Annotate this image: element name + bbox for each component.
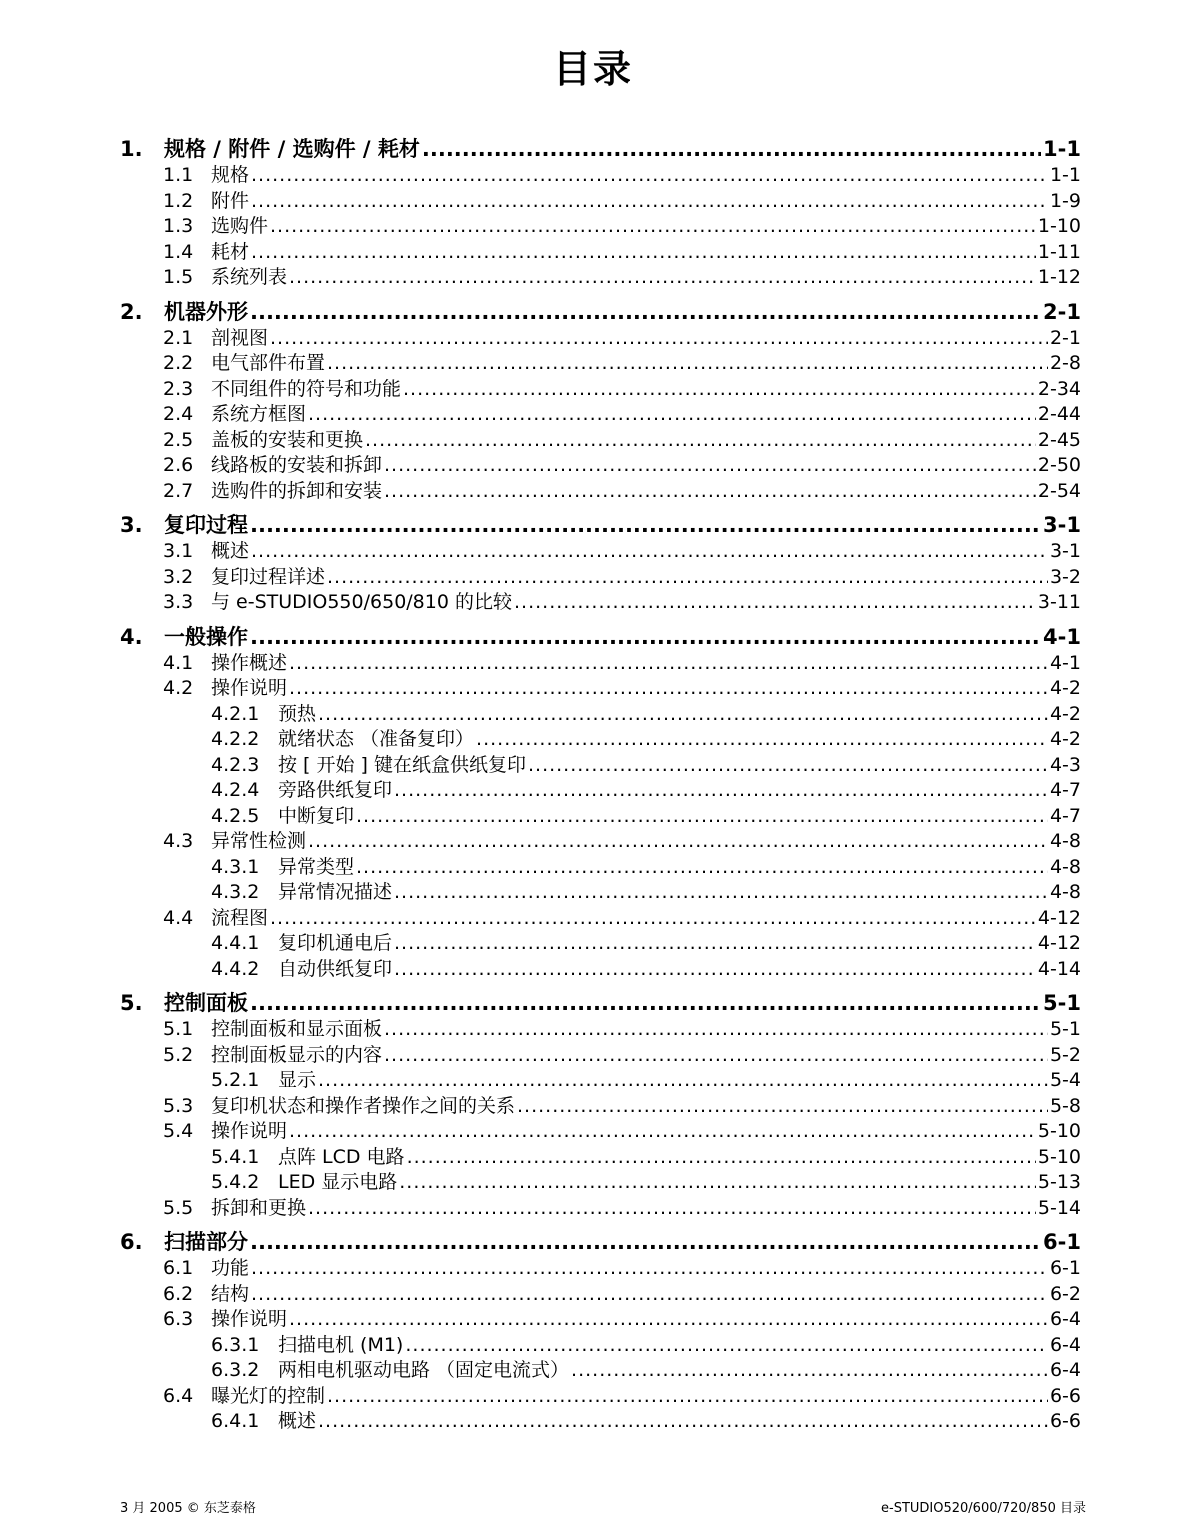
toc-number: 5. bbox=[120, 991, 143, 1015]
dot-leader bbox=[394, 957, 1036, 983]
dot-leader bbox=[405, 1333, 1048, 1359]
toc-number: 2.1 bbox=[163, 326, 194, 349]
toc-label: 选购件 bbox=[211, 215, 269, 237]
toc-subsection-row[interactable] bbox=[120, 1145, 1081, 1171]
toc-subsection-row[interactable] bbox=[120, 727, 1081, 753]
toc-label: 预热 bbox=[278, 702, 317, 725]
toc-label: 显示 bbox=[278, 1069, 317, 1091]
toc-label: 不同组件的符号和功能 bbox=[211, 377, 402, 400]
toc-section-row[interactable] bbox=[120, 453, 1081, 479]
toc-number: 2.7 bbox=[163, 479, 194, 502]
dot-leader bbox=[289, 1119, 1036, 1145]
toc-page-number: 6-2 bbox=[1049, 1282, 1081, 1305]
toc-label: 点阵 LCD 电路 bbox=[278, 1145, 405, 1168]
toc-label: LED 显示电路 bbox=[278, 1171, 398, 1193]
toc-label: 拆卸和更换 bbox=[211, 1196, 307, 1219]
dot-leader bbox=[270, 326, 1048, 352]
toc-page-number: 1-9 bbox=[1049, 189, 1081, 212]
toc-section-row[interactable] bbox=[120, 565, 1081, 591]
page-title: 目录 bbox=[552, 47, 633, 91]
dot-leader bbox=[270, 906, 1036, 932]
toc-label: 两相电机驱动电路 （固定电流式） bbox=[278, 1359, 570, 1381]
dot-leader bbox=[394, 880, 1048, 906]
dot-leader bbox=[399, 1170, 1036, 1196]
toc-number: 2.3 bbox=[163, 377, 194, 400]
toc-label: 系统列表 bbox=[211, 266, 288, 288]
toc-page-number: 1-12 bbox=[1037, 266, 1081, 288]
toc-page-number: 6-6 bbox=[1049, 1410, 1081, 1432]
toc-page-number: 5-13 bbox=[1037, 1171, 1081, 1193]
toc-label: 中断复印 bbox=[278, 804, 355, 827]
toc-page-number: 5-1 bbox=[1049, 1018, 1081, 1040]
dot-leader bbox=[308, 1196, 1036, 1222]
toc-page-number: 5-10 bbox=[1037, 1145, 1081, 1168]
dot-leader bbox=[528, 753, 1048, 779]
dot-leader bbox=[289, 265, 1036, 291]
toc-number: 6.3.1 bbox=[211, 1333, 260, 1356]
toc-page-number: 2-45 bbox=[1037, 428, 1081, 451]
toc-label: 功能 bbox=[211, 1257, 250, 1279]
toc-number: 2.4 bbox=[163, 403, 194, 425]
toc-number: 5.3 bbox=[163, 1094, 194, 1117]
toc-number: 5.5 bbox=[163, 1196, 194, 1219]
toc-page-number: 6-1 bbox=[1043, 1230, 1081, 1254]
toc-page-number: 4-1 bbox=[1049, 651, 1081, 674]
dot-leader bbox=[270, 214, 1036, 240]
toc-number: 5.1 bbox=[163, 1018, 194, 1040]
toc-label: 选购件的拆卸和安装 bbox=[211, 479, 383, 502]
toc-label: 操作概述 bbox=[211, 651, 288, 674]
dot-leader bbox=[251, 163, 1048, 189]
toc-section-row[interactable] bbox=[120, 1043, 1081, 1069]
toc-page-number: 6-6 bbox=[1049, 1384, 1081, 1407]
toc-section-row[interactable] bbox=[120, 651, 1081, 677]
toc-page-number: 4-12 bbox=[1037, 932, 1081, 954]
dot-leader bbox=[318, 702, 1048, 728]
toc-section-row[interactable] bbox=[120, 1017, 1081, 1043]
dot-leader bbox=[571, 1358, 1048, 1384]
toc-page-number: 3-1 bbox=[1043, 513, 1081, 537]
footer-document-title: e-STUDIO520/600/720/850 目录 bbox=[881, 1501, 1086, 1516]
toc-number: 4.4.1 bbox=[211, 932, 260, 954]
toc-label: 结构 bbox=[211, 1282, 250, 1305]
toc-section-row[interactable] bbox=[120, 402, 1081, 428]
dot-leader bbox=[250, 512, 1041, 539]
toc-page-number: 5-14 bbox=[1037, 1196, 1081, 1219]
toc-page-number: 5-1 bbox=[1043, 991, 1081, 1015]
toc-number: 2. bbox=[120, 299, 143, 324]
toc-section-row[interactable] bbox=[120, 1282, 1081, 1308]
toc-page-number: 2-8 bbox=[1049, 352, 1081, 374]
toc-number: 3.1 bbox=[163, 540, 194, 562]
toc-page-number: 4-1 bbox=[1043, 624, 1081, 649]
toc-label: 控制面板和显示面板 bbox=[211, 1018, 383, 1040]
toc-section-row[interactable] bbox=[120, 676, 1081, 702]
toc-page-number: 4-12 bbox=[1037, 906, 1081, 929]
toc-subsection-row[interactable] bbox=[120, 804, 1081, 830]
toc-section-row[interactable] bbox=[120, 214, 1081, 240]
toc-number: 6.3 bbox=[163, 1308, 194, 1330]
toc-number: 5.4.1 bbox=[211, 1145, 260, 1168]
toc-subsection-row[interactable] bbox=[120, 1409, 1081, 1435]
toc-number: 4.2.4 bbox=[211, 779, 260, 801]
toc-section-row[interactable] bbox=[120, 1119, 1081, 1145]
toc-label: 附件 bbox=[211, 189, 250, 212]
dot-leader bbox=[422, 136, 1041, 163]
toc-page-number: 4-8 bbox=[1049, 855, 1081, 878]
dot-leader bbox=[250, 990, 1041, 1017]
toc-number: 4.1 bbox=[163, 651, 194, 674]
toc-number: 2.5 bbox=[163, 428, 194, 451]
toc-label: 异常类型 bbox=[278, 855, 355, 878]
toc-label: 线路板的安装和拆卸 bbox=[211, 454, 383, 476]
dot-leader bbox=[403, 377, 1036, 403]
toc-section-row[interactable] bbox=[120, 1256, 1081, 1282]
toc-page-number: 2-1 bbox=[1043, 299, 1081, 324]
toc-page-number: 4-2 bbox=[1049, 702, 1081, 725]
toc-number: 1.4 bbox=[163, 240, 194, 263]
toc-label: 耗材 bbox=[211, 240, 250, 263]
toc-label: 规格 bbox=[211, 164, 250, 186]
toc-label: 概述 bbox=[211, 540, 250, 562]
toc-page-number: 5-4 bbox=[1049, 1069, 1081, 1091]
toc-number: 4.4.2 bbox=[211, 957, 260, 980]
toc-number: 4.4 bbox=[163, 906, 194, 929]
toc-section-row[interactable] bbox=[120, 1307, 1081, 1333]
toc-label: 与 e-STUDIO550/650/810 的比较 bbox=[211, 591, 512, 613]
toc-number: 4.2.5 bbox=[211, 804, 260, 827]
dot-leader bbox=[289, 1307, 1048, 1333]
toc-subsection-row[interactable] bbox=[120, 931, 1081, 957]
toc-label: 机器外形 bbox=[164, 299, 248, 324]
toc-section-row[interactable] bbox=[120, 265, 1081, 291]
dot-leader bbox=[251, 1282, 1048, 1308]
toc-label: 操作说明 bbox=[211, 677, 288, 699]
toc-number: 3. bbox=[120, 513, 143, 537]
toc-label: 复印过程 bbox=[164, 513, 248, 537]
toc-label: 流程图 bbox=[211, 906, 269, 929]
toc-page-number: 2-1 bbox=[1049, 326, 1081, 349]
toc-section-row[interactable] bbox=[120, 163, 1081, 189]
page-footer bbox=[120, 1499, 1086, 1519]
toc-page-number: 4-8 bbox=[1049, 830, 1081, 852]
toc-number: 2.6 bbox=[163, 454, 194, 476]
toc-number: 6.1 bbox=[163, 1257, 194, 1279]
toc-subsection-row[interactable] bbox=[120, 957, 1081, 983]
toc-label: 异常情况描述 bbox=[278, 881, 393, 903]
toc-page-number: 4-3 bbox=[1049, 753, 1081, 776]
dot-leader bbox=[384, 479, 1036, 505]
toc-page-number: 4-2 bbox=[1049, 728, 1081, 750]
toc-section-row[interactable] bbox=[120, 479, 1081, 505]
toc-chapter-row[interactable] bbox=[120, 990, 1081, 1017]
toc-label: 按 [ 开始 ] 键在纸盒供纸复印 bbox=[278, 753, 526, 776]
toc-number: 1.1 bbox=[163, 164, 194, 186]
toc-chapter-row[interactable] bbox=[120, 624, 1081, 651]
toc-section-row[interactable] bbox=[120, 829, 1081, 855]
dot-leader bbox=[250, 1229, 1041, 1256]
footer-date: 3 月 2005 © 东芝泰格 bbox=[120, 1501, 256, 1516]
toc-subsection-row[interactable] bbox=[120, 778, 1081, 804]
toc-label: 自动供纸复印 bbox=[278, 957, 393, 980]
toc-page-number: 6-4 bbox=[1049, 1333, 1081, 1356]
toc-section-row[interactable] bbox=[120, 1196, 1081, 1222]
toc-subsection-row[interactable] bbox=[120, 1068, 1081, 1094]
toc-page-number: 4-8 bbox=[1049, 881, 1081, 903]
toc-section-row[interactable] bbox=[120, 189, 1081, 215]
toc-label: 盖板的安装和更换 bbox=[211, 428, 364, 451]
dot-leader bbox=[327, 565, 1048, 591]
toc-number: 1. bbox=[120, 137, 143, 161]
toc-subsection-row[interactable] bbox=[120, 880, 1081, 906]
dot-leader bbox=[365, 428, 1036, 454]
toc-label: 规格 / 附件 / 选购件 / 耗材 bbox=[164, 137, 420, 161]
toc-page-number: 2-50 bbox=[1037, 454, 1081, 476]
toc-page-number: 5-8 bbox=[1049, 1094, 1081, 1117]
toc-page-number: 6-1 bbox=[1049, 1257, 1081, 1279]
toc-section-row[interactable] bbox=[120, 326, 1081, 352]
toc-section-row[interactable] bbox=[120, 240, 1081, 266]
toc-label: 就绪状态 （准备复印） bbox=[278, 728, 475, 750]
dot-leader bbox=[250, 624, 1041, 651]
toc-page-number: 6-4 bbox=[1049, 1308, 1081, 1330]
toc-page-number: 1-10 bbox=[1037, 215, 1081, 237]
toc-page-number: 1-11 bbox=[1037, 240, 1081, 263]
dot-leader bbox=[308, 829, 1048, 855]
toc-label: 复印过程详述 bbox=[211, 565, 326, 588]
toc-subsection-row[interactable] bbox=[120, 1333, 1081, 1359]
toc-number: 4.2.3 bbox=[211, 753, 260, 776]
toc-page-number: 2-34 bbox=[1037, 377, 1081, 400]
dot-leader bbox=[251, 189, 1048, 215]
toc-subsection-row[interactable] bbox=[120, 855, 1081, 881]
table-of-contents bbox=[120, 136, 1081, 1435]
toc-number: 4.3.2 bbox=[211, 881, 260, 903]
dot-leader bbox=[384, 1043, 1048, 1069]
toc-subsection-row[interactable] bbox=[120, 1170, 1081, 1196]
dot-leader bbox=[308, 402, 1036, 428]
toc-number: 5.2.1 bbox=[211, 1069, 260, 1091]
toc-number: 6.3.2 bbox=[211, 1359, 260, 1381]
toc-label: 控制面板显示的内容 bbox=[211, 1043, 383, 1066]
toc-label: 旁路供纸复印 bbox=[278, 779, 393, 801]
toc-number: 1.2 bbox=[163, 189, 194, 212]
toc-page-number: 3-11 bbox=[1037, 591, 1081, 613]
toc-section-row[interactable] bbox=[120, 351, 1081, 377]
toc-label: 扫描部分 bbox=[164, 1230, 248, 1254]
dot-leader bbox=[289, 651, 1048, 677]
toc-page-number: 2-54 bbox=[1037, 479, 1081, 502]
toc-section-row[interactable] bbox=[120, 539, 1081, 565]
toc-number: 4.2.1 bbox=[211, 702, 260, 725]
dot-leader bbox=[327, 1384, 1048, 1410]
toc-number: 5.4 bbox=[163, 1120, 194, 1142]
toc-label: 操作说明 bbox=[211, 1308, 288, 1330]
dot-leader bbox=[318, 1068, 1048, 1094]
toc-number: 4.3.1 bbox=[211, 855, 260, 878]
toc-number: 4.2.2 bbox=[211, 728, 260, 750]
dot-leader bbox=[476, 727, 1048, 753]
toc-number: 2.2 bbox=[163, 352, 194, 374]
toc-page-number: 6-4 bbox=[1049, 1359, 1081, 1381]
toc-subsection-row[interactable] bbox=[120, 1358, 1081, 1384]
dot-leader bbox=[327, 351, 1048, 377]
toc-label: 操作说明 bbox=[211, 1120, 288, 1142]
toc-label: 曝光灯的控制 bbox=[211, 1384, 326, 1407]
toc-label: 一般操作 bbox=[164, 624, 248, 649]
toc-number: 6.4 bbox=[163, 1384, 194, 1407]
toc-number: 4.3 bbox=[163, 830, 194, 852]
toc-chapter-row[interactable] bbox=[120, 1229, 1081, 1256]
toc-page-number: 4-7 bbox=[1049, 804, 1081, 827]
toc-page-number: 5-2 bbox=[1049, 1043, 1081, 1066]
dot-leader bbox=[514, 590, 1036, 616]
dot-leader bbox=[384, 453, 1036, 479]
toc-label: 复印机状态和操作者操作之间的关系 bbox=[211, 1094, 516, 1117]
toc-page-number: 2-44 bbox=[1037, 403, 1081, 425]
dot-leader bbox=[251, 240, 1036, 266]
toc-number: 6.4.1 bbox=[211, 1410, 260, 1432]
toc-chapter-row[interactable] bbox=[120, 299, 1081, 326]
toc-number: 6. bbox=[120, 1230, 143, 1254]
toc-label: 扫描电机 (M1) bbox=[278, 1333, 404, 1356]
dot-leader bbox=[407, 1145, 1036, 1171]
toc-number: 3.3 bbox=[163, 591, 194, 613]
toc-number: 1.3 bbox=[163, 215, 194, 237]
toc-label: 剖视图 bbox=[211, 326, 269, 349]
toc-number: 6.2 bbox=[163, 1282, 194, 1305]
toc-label: 系统方框图 bbox=[211, 403, 307, 425]
toc-number: 5.4.2 bbox=[211, 1171, 260, 1193]
dot-leader bbox=[289, 676, 1048, 702]
dot-leader bbox=[394, 778, 1048, 804]
toc-number: 3.2 bbox=[163, 565, 194, 588]
dot-leader bbox=[318, 1409, 1048, 1435]
toc-section-row[interactable] bbox=[120, 377, 1081, 403]
dot-leader bbox=[517, 1094, 1048, 1120]
toc-page-number: 1-1 bbox=[1043, 137, 1081, 161]
toc-page-number: 4-2 bbox=[1049, 677, 1081, 699]
toc-subsection-row[interactable] bbox=[120, 702, 1081, 728]
toc-label: 控制面板 bbox=[164, 991, 248, 1015]
toc-label: 电气部件布置 bbox=[211, 352, 326, 374]
toc-subsection-row[interactable] bbox=[120, 753, 1081, 779]
toc-page-number: 3-2 bbox=[1049, 565, 1081, 588]
toc-page-number: 4-7 bbox=[1049, 779, 1081, 801]
toc-number: 5.2 bbox=[163, 1043, 194, 1066]
toc-number: 1.5 bbox=[163, 266, 194, 288]
toc-page-number: 5-10 bbox=[1037, 1120, 1081, 1142]
toc-number: 4.2 bbox=[163, 677, 194, 699]
toc-page-number: 1-1 bbox=[1049, 164, 1081, 186]
toc-label: 复印机通电后 bbox=[278, 932, 393, 954]
dot-leader bbox=[250, 299, 1041, 326]
toc-section-row[interactable] bbox=[120, 428, 1081, 454]
toc-chapter-row[interactable] bbox=[120, 136, 1081, 163]
toc-section-row[interactable] bbox=[120, 590, 1081, 616]
dot-leader bbox=[356, 804, 1048, 830]
dot-leader bbox=[356, 855, 1048, 881]
toc-section-row[interactable] bbox=[120, 1094, 1081, 1120]
toc-chapter-row[interactable] bbox=[120, 512, 1081, 539]
dot-leader bbox=[384, 1017, 1048, 1043]
toc-page-number: 4-14 bbox=[1037, 957, 1081, 980]
toc-number: 4. bbox=[120, 624, 143, 649]
dot-leader bbox=[251, 1256, 1048, 1282]
toc-label: 概述 bbox=[278, 1410, 317, 1432]
dot-leader bbox=[251, 539, 1048, 565]
toc-section-row[interactable] bbox=[120, 1384, 1081, 1410]
toc-section-row[interactable] bbox=[120, 906, 1081, 932]
toc-label: 异常性检测 bbox=[211, 830, 307, 852]
toc-page-number: 3-1 bbox=[1049, 540, 1081, 562]
dot-leader bbox=[394, 931, 1036, 957]
